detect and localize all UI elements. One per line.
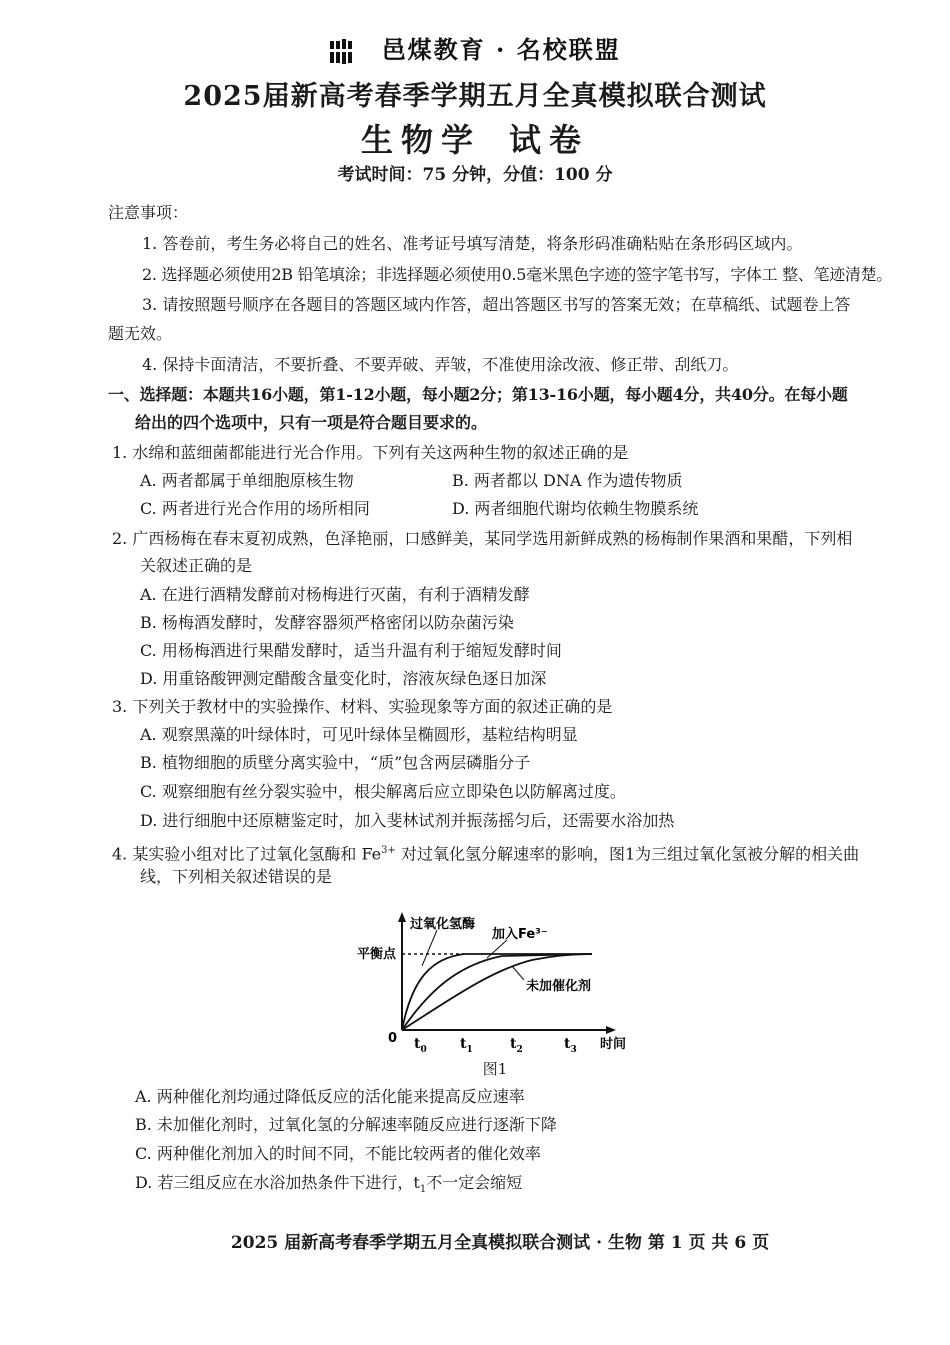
tick-t1: $t_1$ (460, 1036, 473, 1055)
note-item-2: 2. 选择题必须使用2B 铅笔填涂；非选择题必须使用0.5毫米黑色字迹的签字笔书写，字体工 整、笔迹清楚。 (142, 265, 893, 284)
q3-option-a: A. 观察黑藻的叶绿体时，可见叶绿体呈椭圆形，基粒结构明显 (140, 725, 578, 744)
q2-stem: 2. 广西杨梅在春末夏初成熟，色泽艳丽，口感鲜美，某同学选用新鲜成熟的杨梅制作果酒和果醋，下列相 (112, 529, 853, 548)
label-equilibrium: 平衡点 (357, 947, 397, 962)
exam-info: 考试时间：75 分钟，分值：100 分 (337, 165, 613, 185)
x-axis-arrow (606, 1026, 616, 1034)
tick-t2: $t_2$ (510, 1036, 523, 1055)
q4-option-a: A. 两种催化剂均通过降低反应的活化能来提高反应速率 (135, 1087, 525, 1106)
q2-stem-cont: 关叙述正确的是 (140, 556, 253, 575)
q4-option-b: B. 未加催化剂时，过氧化氢的分解速率随反应进行逐渐下降 (135, 1115, 557, 1134)
tick-t0: $t_0$ (414, 1036, 427, 1055)
q4-stem: 4. 某实验小组对比了过氧化氢酶和 $Fe^{3+}$ 对过氧化氢分解速率的影响，图1为三组过氧化氢被分解的相关曲 (112, 844, 860, 864)
q1-option-a: A. 两者都属于单细胞原核生物 (140, 471, 354, 490)
subject-title (0, 115, 950, 161)
q3-stem: 3. 下列关于教材中的实验操作、材料、实验现象等方面的叙述正确的是 (112, 697, 613, 716)
org-name: 邑煤教育 · 名校联盟 (381, 35, 621, 64)
leader-enzyme (422, 930, 437, 966)
section1-instruction-cont: 给出的四个选项中，只有一项是符合题目要求的。 (135, 413, 488, 432)
q2-option-c: C. 用杨梅酒进行果醋发酵时，适当升温有利于缩短发酵时间 (140, 641, 562, 660)
label-origin: 0 (388, 1031, 398, 1046)
note-item-1: 1. 答卷前，考生务必将自己的姓名、准考证号填写清楚，将条形码准确粘贴在条形码区域内。 (142, 234, 803, 253)
q3-option-d: D. 进行细胞中还原糖鉴定时，加入斐林试剂并振荡摇匀后，还需要水浴加热 (140, 811, 675, 830)
tick-t3: $t_3$ (564, 1036, 577, 1055)
q1-stem: 1. 水绵和蓝细菌都能进行光合作用。下列有关这两种生物的叙述正确的是 (112, 443, 629, 462)
leader-no-catalyst (512, 966, 524, 980)
page-footer: 2025 届新高考春季学期五月全真模拟联合测试 · 生物 第 1 页 共 6 页 (230, 1233, 770, 1253)
q4-stem-cont: 线，下列相关叙述错误的是 (140, 867, 333, 886)
label-no-catalyst: 未加催化剂 (526, 979, 592, 994)
note-item-4: 4. 保持卡面清洁，不要折叠、不要弄破、弄皱，不准使用涂改液、修正带、刮纸刀。 (142, 355, 739, 374)
notes-heading: 注意事项： (108, 203, 189, 222)
q1-option-d: D. 两者细胞代谢均依赖生物膜系统 (452, 499, 699, 518)
logo-icon (329, 39, 357, 65)
reaction-curve-diagram (352, 908, 642, 1058)
section1-instruction: 一、选择题：本题共16小题，第1-12小题，每小题2分；第13-16小题，每小题4分，共40分。在每小题 (108, 385, 848, 404)
q2-option-d: D. 用重铬酸钾测定醋酸含量变化时，溶液灰绿色逐日加深 (140, 669, 547, 688)
q1-option-b: B. 两者都以 DNA 作为遗传物质 (452, 471, 683, 490)
y-axis-arrow (398, 912, 406, 922)
note-item-3: 3. 请按照题号顺序在各题目的答题区域内作答，超出答题区书写的答案无效；在草稿纸、试题卷上答 (142, 295, 851, 314)
q4-option-d: D. 若三组反应在水浴加热条件下进行，$t_1$不一定会缩短 (135, 1173, 523, 1196)
paper-label: 试卷 (509, 121, 590, 159)
q4-option-c: C. 两种催化剂加入的时间不同，不能比较两者的催化效率 (135, 1144, 541, 1163)
figure-1 (352, 908, 642, 1083)
exam-title: 2025届新高考春季学期五月全真模拟联合测试 (183, 81, 767, 112)
q3-option-c: C. 观察细胞有丝分裂实验中，根尖解离后应立即染色以防解离过度。 (140, 782, 626, 801)
subject-name: 生物学 (360, 121, 481, 159)
q2-option-b: B. 杨梅酒发酵时，发酵容器须严格密闭以防杂菌污染 (140, 613, 514, 632)
note-item-3-cont: 题无效。 (108, 324, 173, 343)
label-enzyme: 过氧化氢酶 (410, 917, 476, 932)
q1-option-c: C. 两者进行光合作用的场所相同 (140, 499, 370, 518)
figure-caption: 图1 (482, 1060, 508, 1078)
q2-option-a: A. 在进行酒精发酵前对杨梅进行灭菌，有利于酒精发酵 (140, 585, 530, 604)
q3-option-b: B. 植物细胞的质壁分离实验中，“质”包含两层磷脂分子 (140, 753, 531, 772)
label-time-axis: 时间 (600, 1037, 627, 1052)
org-header (0, 30, 950, 64)
label-fe3: 加入Fe³⁻ (492, 927, 548, 942)
